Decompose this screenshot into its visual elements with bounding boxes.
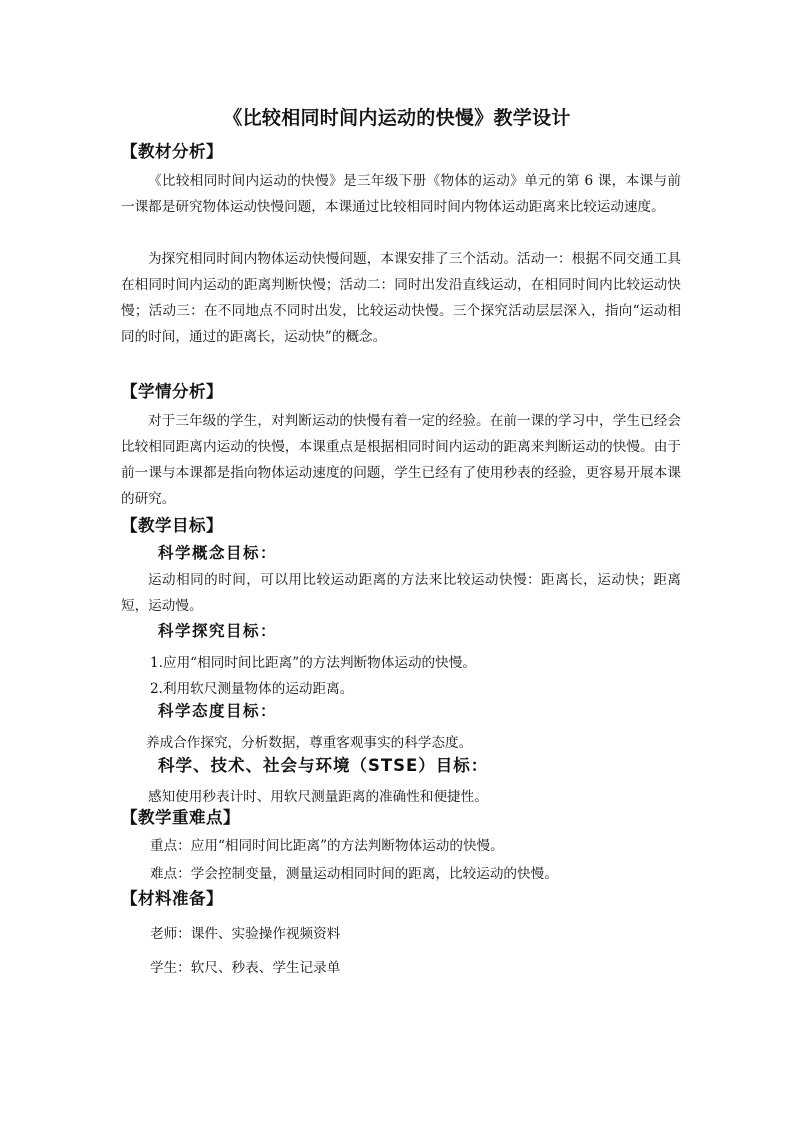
material-analysis-paragraph-2: 为探究相同时间内物体运动快慢问题，本课安排了三个活动。活动一：根据不同交通工具在相同时间内运动的距离判断快慢；活动二：同时出发沿直线运动，在相同时间内比较运动快慢；活动三：在不同地点不同时出发，比较运动快慢。三个探究活动层层深入，指向“运动相同的时间，通过的距离长，运动快”的概念。 bbox=[121, 251, 681, 345]
section-heading-teaching-goals: 【教学目标】 bbox=[121, 516, 223, 535]
stse-goal-text: 感知使用秒表计时、用软尺测量距离的准确性和便捷性。 bbox=[148, 789, 488, 805]
concept-goal-text: 运动相同的时间，可以用比较运动距离的方法来比较运动快慢：距离长，运动快；距离短，运动慢。 bbox=[121, 572, 681, 614]
materials-teacher: 老师：课件、实验操作视频资料 bbox=[150, 926, 341, 942]
section-heading-key-points: 【教学重难点】 bbox=[121, 808, 240, 827]
material-analysis-paragraph-1: 《比较相同时间内运动的快慢》是三年级下册《物体的运动》单元的第 6 课，本课与前一课都是研究物体运动快慢问题，本课通过比较相同时间内物体运动距离来比较运动速度。 bbox=[121, 173, 681, 215]
key-point-focus: 重点：应用“相同时间比距离”的方法判断物体运动的快慢。 bbox=[150, 838, 504, 854]
section-heading-student-analysis: 【学情分析】 bbox=[121, 382, 223, 401]
inquiry-goal-item-2: 2.利用软尺测量物体的运动距离。 bbox=[150, 681, 354, 697]
attitude-goal-label: 科学态度目标： bbox=[158, 702, 278, 720]
section-heading-material-analysis: 【教材分析】 bbox=[121, 142, 223, 161]
inquiry-goal-label: 科学探究目标： bbox=[158, 622, 278, 640]
document-title: 《比较相同时间内运动的快慢》教学设计 bbox=[223, 107, 571, 129]
attitude-goal-text: 养成合作探究，分析数据，尊重客观事实的科学态度。 bbox=[146, 735, 473, 751]
student-analysis-paragraph: 对于三年级的学生，对判断运动的快慢有着一定的经验。在前一课的学习中，学生已经会比较相同距离内运动的快慢，本课重点是根据相同时间内运动的距离来判断运动的快慢。由于前一课与本课都是指向物体运动速度的问题，学生已经有了使用秒表的经验，更容易开展本课的研究。 bbox=[121, 413, 681, 507]
inquiry-goal-item-1: 1.应用“相同时间比距离”的方法判断物体运动的快慢。 bbox=[150, 655, 476, 671]
stse-goal-label: 科学、技术、社会与环境（STSE）目标： bbox=[158, 756, 489, 775]
materials-student: 学生：软尺、秒表、学生记录单 bbox=[150, 960, 341, 976]
concept-goal-label: 科学概念目标： bbox=[158, 544, 278, 562]
section-heading-materials: 【材料准备】 bbox=[121, 889, 223, 908]
key-point-difficulty: 难点：学会控制变量，测量运动相同时间的距离，比较运动的快慢。 bbox=[150, 866, 558, 882]
